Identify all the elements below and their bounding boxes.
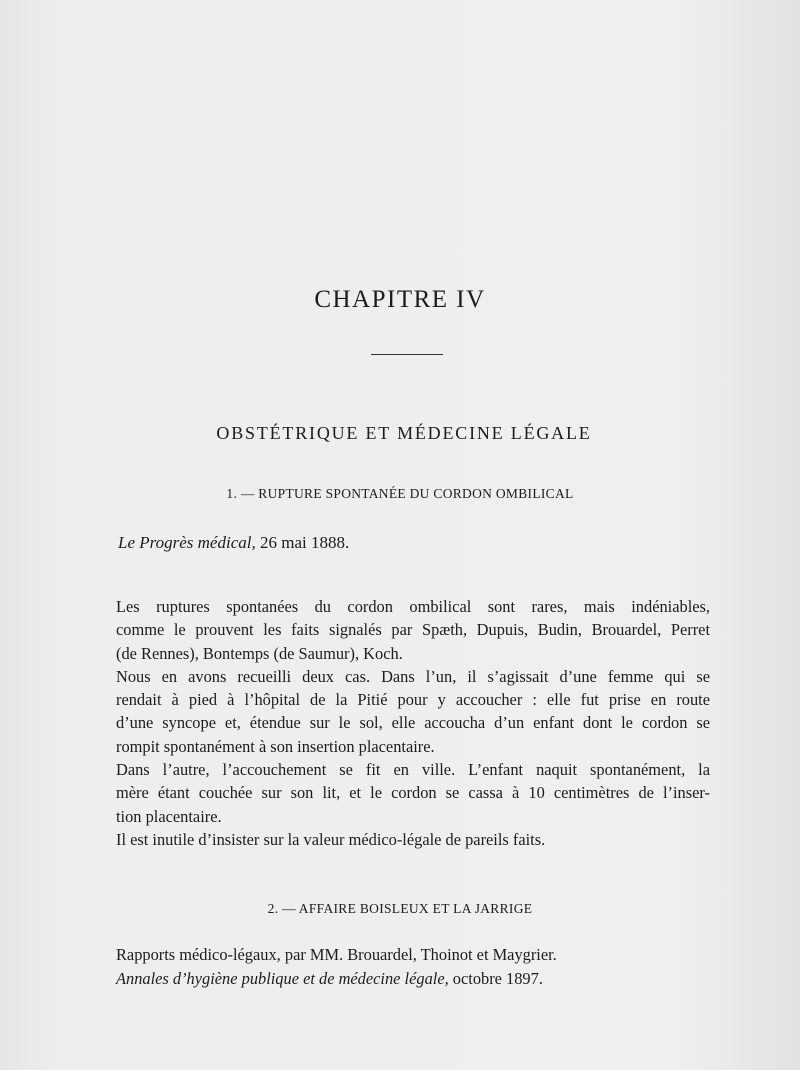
part2-source-journal: Annales d’hygiène publique et de médecine légale, — [116, 968, 449, 988]
part1-body — [116, 595, 710, 851]
body-line: comme le prouvent les faits signalés par Spæth, Dupuis, Budin, Brouardel, Perret — [116, 620, 710, 640]
body-line: Les ruptures spontanées du cordon ombilical sont rares, mais indéniables, — [116, 597, 710, 616]
section-title: OBSTÉTRIQUE ET MÉDECINE LÉGALE — [216, 423, 592, 443]
part2-heading: 2. — AFFAIRE BOISLEUX ET LA JARRIGE — [267, 901, 533, 916]
title-divider — [371, 354, 443, 355]
body-line: tion placentaire. — [116, 806, 222, 826]
part1-source — [118, 533, 349, 553]
body-line: Il est inutile d’insister sur la valeur médico-légale de pareils faits. — [116, 829, 546, 849]
body-line: rompit spontanément à son insertion placentaire. — [116, 736, 435, 756]
body-line: d’une syncope et, étendue sur le sol, elle accoucha d’un enfant dont le cordon se — [116, 713, 710, 733]
part1-source-date: 26 mai 1888. — [255, 533, 350, 552]
part2-source-line — [116, 967, 557, 991]
part1-source-journal: Le Progrès médical, — [118, 533, 256, 552]
part2-source-date: octobre 1897. — [448, 968, 543, 988]
body-line: Nous en avons recueilli deux cas. Dans l’un, il s’agissait d’une femme qui se — [116, 666, 710, 686]
body-line: mère étant couchée sur son lit, et le cordon se cassa à 10 centimètres de l’inser- — [116, 783, 710, 803]
chapter-title: CHAPITRE IV — [314, 286, 486, 313]
part1-heading: 1. — RUPTURE SPONTANÉE DU CORDON OMBILICAL — [226, 486, 574, 501]
body-line: rendait à pied à l’hôpital de la Pitié pour y accoucher : elle fut prise en route — [116, 690, 710, 710]
part2-report-line: Rapports médico-légaux, par MM. Brouardel, Thoinot et Maygrier. — [116, 945, 557, 964]
body-line: Dans l’autre, l’accouchement se fit en ville. L’enfant naquit spontanément, la — [116, 760, 710, 780]
part2-reference — [116, 943, 557, 990]
body-line: (de Rennes), Bontemps (de Saumur), Koch. — [116, 643, 403, 663]
